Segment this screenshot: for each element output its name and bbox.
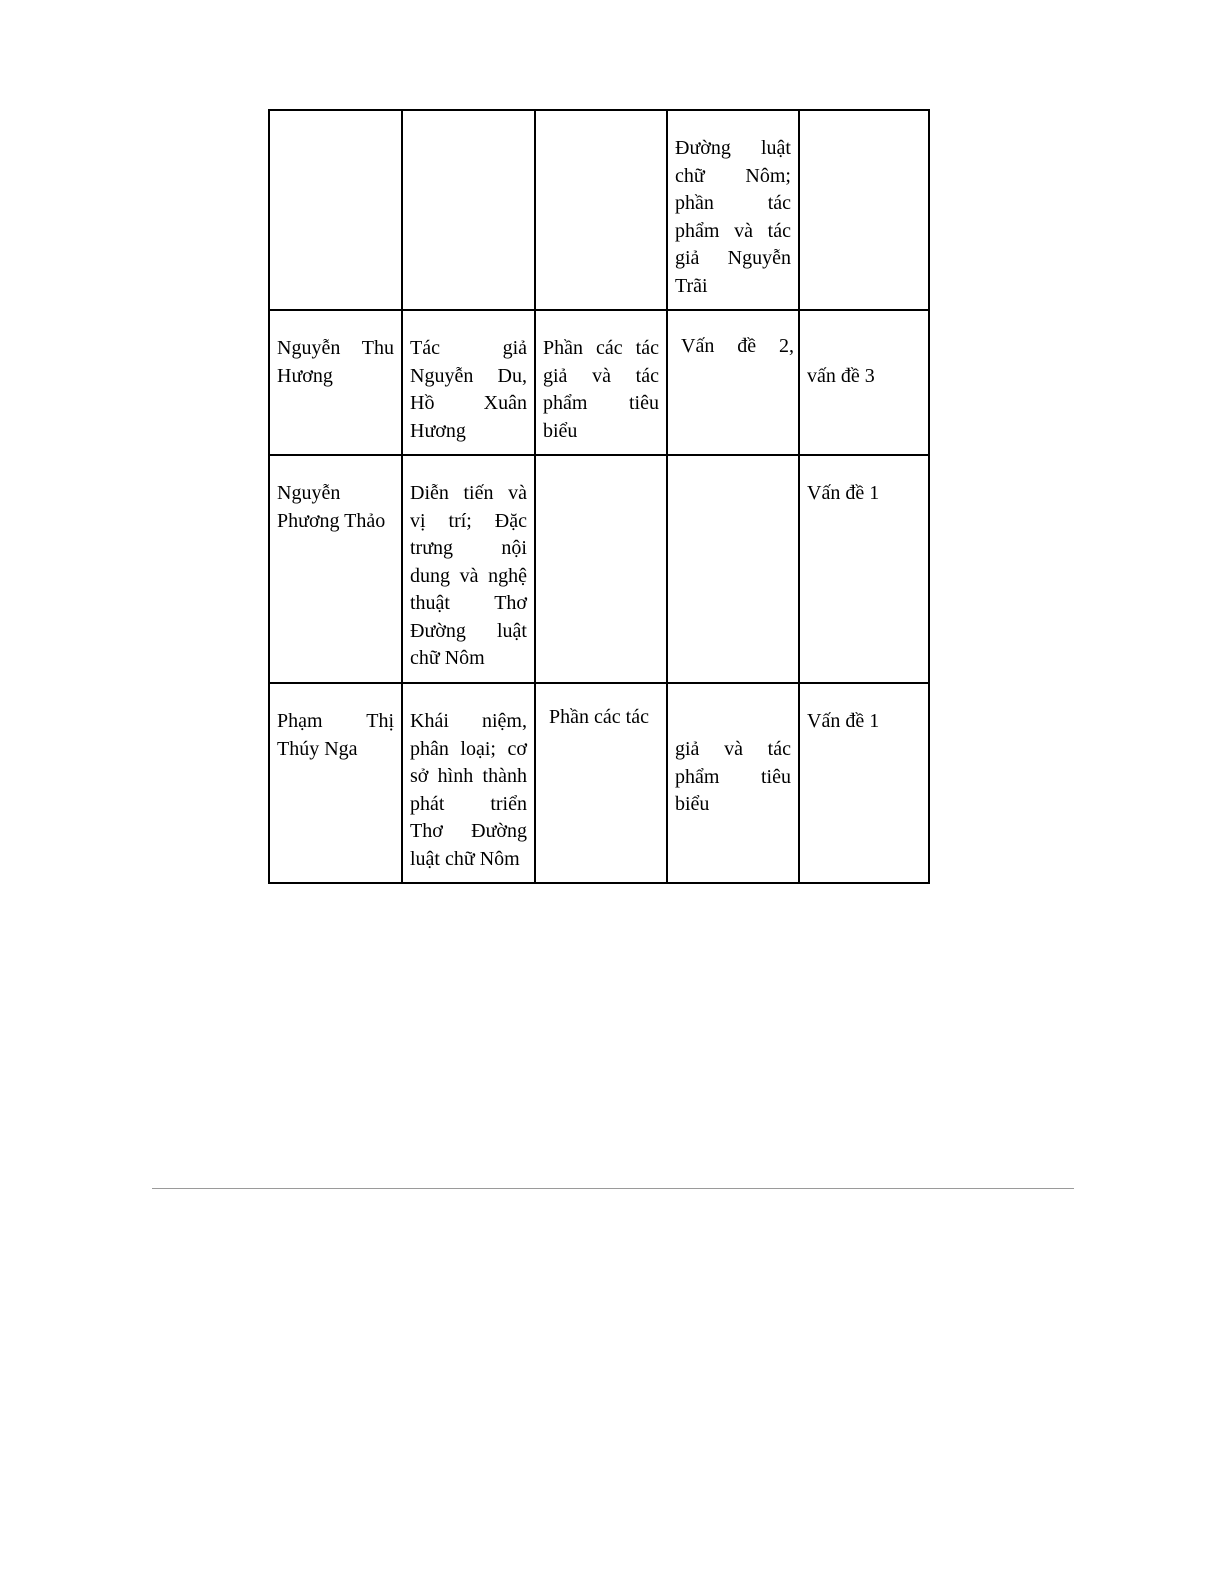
- table-cell-section: [667, 683, 799, 883]
- cell-line: giả Nguyễn: [675, 247, 791, 269]
- cell-line: trưng nội: [410, 537, 527, 559]
- table-cell-part: [535, 455, 667, 683]
- table-cell-part: [535, 110, 667, 310]
- cell-line: dung và nghệ: [410, 564, 527, 587]
- cell-line: phẩm tiêu: [675, 765, 791, 788]
- table-cell-topic: [402, 310, 535, 455]
- cell-line: sở hình thành: [410, 765, 527, 787]
- table-cell-part: [535, 683, 667, 883]
- table-cell-section: [667, 310, 799, 455]
- cell-line: Diễn tiến và: [410, 482, 527, 504]
- cell-line: Thơ Đường: [410, 820, 527, 842]
- cell-line: Tác giả: [410, 337, 527, 359]
- table-cell-section: [667, 455, 799, 683]
- cell-line: Đường luật: [675, 137, 791, 159]
- assignment-table: [268, 109, 930, 884]
- footer-divider: [152, 1188, 1074, 1189]
- cell-line: Nguyễn Thu: [277, 337, 394, 359]
- cell-line: Hương: [410, 419, 466, 442]
- cell-line: giả và tác: [675, 738, 791, 760]
- cell-line: Vấn đề 1: [807, 710, 880, 732]
- cell-line: chữ Nôm;: [675, 164, 791, 187]
- cell-line: phần tác: [675, 192, 791, 214]
- cell-line: Phương Thảo: [277, 509, 386, 532]
- cell-line: Thúy Nga: [277, 737, 358, 760]
- cell-line: Nguyễn Du,: [410, 364, 527, 387]
- cell-line: Phạm Thị: [277, 710, 394, 732]
- cell-line: vị trí; Đặc: [410, 509, 527, 532]
- cell-line: chữ Nôm: [410, 647, 485, 669]
- cell-line: Hương: [277, 364, 333, 387]
- cell-line: Vấn đề 1: [807, 482, 880, 504]
- cell-line: Nguyễn: [277, 482, 341, 504]
- table-row: [269, 310, 929, 455]
- cell-line: vấn đề 3: [807, 365, 875, 387]
- table-cell-topic: [402, 455, 535, 683]
- table-row: [269, 110, 929, 310]
- cell-line: phẩm và tác: [675, 219, 791, 242]
- table-cell-issue: [799, 310, 929, 455]
- table-cell-part: [535, 310, 667, 455]
- cell-line: biểu: [543, 419, 578, 442]
- table-row: [269, 455, 929, 683]
- cell-line: Trãi: [675, 274, 708, 297]
- table-cell-name: [269, 683, 402, 883]
- table-cell-issue: [799, 110, 929, 310]
- cell-line: thuật Thơ: [410, 592, 527, 614]
- table-cell-name: [269, 455, 402, 683]
- cell-line: phân loại; cơ: [410, 737, 527, 760]
- cell-line: giả và tác: [543, 364, 659, 387]
- cell-line: phẩm tiêu: [543, 392, 659, 414]
- table-cell-name: [269, 110, 402, 310]
- table-cell-name: [269, 310, 402, 455]
- cell-line: phát triển: [410, 792, 527, 815]
- cell-line: Đường luật: [410, 619, 527, 642]
- cell-line: Phần các tác: [549, 706, 649, 728]
- cell-line: Khái niệm,: [410, 710, 527, 732]
- table-cell-issue: [799, 683, 929, 883]
- cell-line: luật chữ Nôm: [410, 847, 520, 870]
- table-cell-topic: [402, 683, 535, 883]
- table-cell-section: [667, 110, 799, 310]
- cell-line: Hồ Xuân: [410, 392, 527, 414]
- table-row: [269, 683, 929, 883]
- table-cell-topic: [402, 110, 535, 310]
- cell-line: biểu: [675, 793, 710, 815]
- cell-line: Vấn đề 2,: [681, 335, 794, 357]
- cell-line: Phần các tác: [543, 337, 659, 359]
- table-cell-issue: [799, 455, 929, 683]
